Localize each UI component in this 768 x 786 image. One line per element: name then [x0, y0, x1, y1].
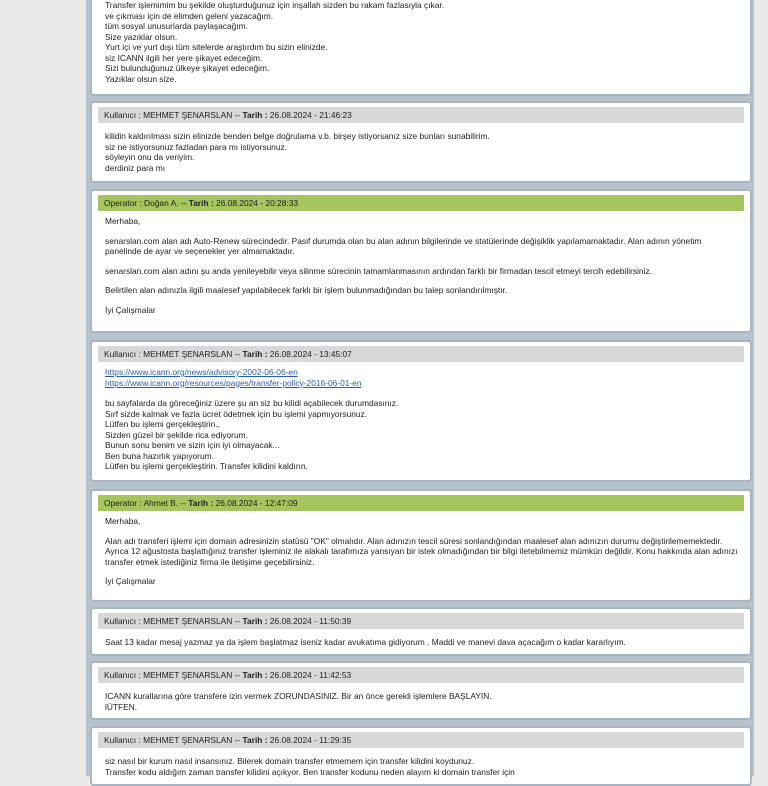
icann-advisory-link[interactable]: https://www.icann.org/news/advisory-2002-06-06-en	[105, 367, 298, 377]
message-paragraph: Merhaba,	[105, 216, 141, 226]
message-header	[98, 107, 744, 123]
message-line: Yazıklar olsun size.	[105, 73, 177, 84]
message-paragraph: senarslan.com alan adı Auto-Renew sürecindedir. Pasif durumda olan bu alan adının bilgilerinde ve statülerinde değişiklik yapılamamaktadır. Alan adının yönetim panelinde de ayar ve seçenekler yer almamaktadır.	[105, 235, 702, 256]
message-line: Sizden güzel bir şekilde rica ediyorum.	[105, 429, 248, 440]
message-line: derdiniz para mı	[105, 162, 166, 173]
message-header	[98, 346, 744, 362]
message-date: 26.08.2024 - 20:28:33	[216, 198, 299, 208]
message-body	[92, 0, 750, 90]
sender-name: Doğan A.	[144, 198, 179, 208]
message-body	[92, 362, 750, 478]
message-line: Sizi bulunduğunuz ülkeye şikayet edeceğim.	[105, 63, 270, 73]
message-line: siz ICANN ilgili her yere şikayet edeceğim.	[105, 52, 263, 63]
message-paragraph: Alan adı transferi işlemi için domain adresinizin statüsü "OK" olmalıdır. Alan adınızın tescil süresi sonlandığından maalesef alan adınızın durumu değiştirilememektedir. Ayrıca 12 ağustosta başlattığınız transfer işleminiz ile alakalı tarafımıza yansıyan bir istek olmadığından bir bilgi iletebilmemiz mümkün değildir. Konu hakkında alan adınızı transfer etmek istediğiniz firma ile iletişime geçebilirsiniz.	[105, 535, 738, 567]
separator: --	[234, 110, 241, 120]
message-line: siz ne istiyorsunuz fazladan para mı istiyorsunuz.	[105, 141, 288, 152]
message-date: 26.08.2024 - 13:45:07	[269, 349, 352, 359]
separator: --	[180, 198, 187, 208]
date-label: Tarih :	[188, 498, 214, 508]
message-card	[90, 340, 752, 482]
role-label: Kullanıcı :	[104, 735, 141, 745]
message-body	[92, 683, 750, 718]
message-line: ve çıkması için de elimden geleni yazacağım.	[105, 10, 274, 21]
message-card	[90, 0, 752, 96]
message-card	[90, 726, 752, 786]
message-line: kilidin kaldırılması sizin elinizde benden belge doğrulama v.b. birşey istiyorsanız size bunları sunabilirim.	[105, 131, 490, 141]
message-paragraph: senarslan.com alan adını şu anda yenileyebilir veya silinme sürecinin tamamlanmasının ardından farklı bir firmadan tescil etmeyi tercih edebilirsiniz.	[105, 265, 652, 276]
separator: --	[234, 616, 241, 626]
message-date: 26.08.2024 - 11:29:35	[269, 735, 352, 745]
separator: --	[180, 498, 186, 508]
role-label: Operator :	[104, 498, 142, 508]
message-card	[90, 489, 752, 602]
message-date: 26.08.2024 - 11:50:39	[269, 616, 352, 626]
message-line: ICANN kurallarına göre transfere izin vermek ZORUNDASINIZ. Bir an önce gerekli işlemlere BAŞLAYIN.	[105, 691, 492, 701]
role-label: Kullanıcı :	[104, 110, 141, 120]
date-label: Tarih :	[242, 670, 268, 680]
message-card	[90, 607, 752, 656]
message-paragraph: Merhaba,	[105, 516, 141, 526]
role-label: Operator :	[104, 198, 142, 208]
date-label: Tarih :	[188, 198, 214, 208]
message-line: Lütfen bu işlemi gerçekleştirin.,	[105, 419, 220, 429]
message-header	[98, 495, 744, 511]
message-body	[92, 211, 750, 330]
message-line: Yurt içi ve yurt dışı tüm sitelerde araştırdım bu sizin elinizde.	[105, 42, 328, 52]
message-line: Bunun sonu benim ve sizin için iyi olmayacak...	[105, 440, 280, 450]
message-date: 26.08.2024 - 11:42:53	[269, 670, 352, 680]
role-label: Kullanıcı :	[104, 349, 141, 359]
message-body	[92, 629, 750, 654]
sender-name: Ahmet B.	[143, 498, 179, 508]
message-paragraph: İyi Çalışmalar	[105, 576, 156, 586]
sender-name: MEHMET ŞENARSLAN	[143, 616, 233, 626]
message-card	[90, 101, 752, 183]
sender-name: MEHMET ŞENARSLAN	[143, 670, 233, 680]
message-date: 26.08.2024 - 12:47:09	[215, 498, 298, 508]
sender-name: MEHMET ŞENARSLAN	[143, 735, 233, 745]
message-line: Transfer kodu aldığım zaman transfer kilidini açıkyor. Ben transfer kodunu neden alayım ki domain transfer için	[105, 766, 515, 777]
separator: --	[234, 349, 241, 359]
message-line: Size yazıklar olsun.	[105, 31, 178, 42]
message-header	[98, 613, 744, 629]
message-card	[90, 661, 752, 720]
role-label: Kullanıcı :	[104, 616, 141, 626]
message-line: Sırf sizde kalmak ve fazla ücret ödetmek için bu işlemi yapmıyorsunuz.	[105, 408, 368, 419]
date-label: Tarih :	[242, 616, 268, 626]
role-label: Kullanıcı :	[104, 670, 141, 680]
message-line: Saat 13 kadar mesaj yazmaz ya da işlem başlatmaz iseniz kadar avukatıma gidiyorum . Maddi ve manevi dava açacağım o kadar kararlıyım.	[105, 637, 626, 647]
message-line: Lütfen bu işlemi gerçekleştirin. Transfer kilidini kaldırın.	[105, 461, 308, 471]
message-card	[90, 189, 752, 333]
separator: --	[234, 670, 241, 680]
message-line: bu sayfalarda da göreceğiniz üzere şu an siz bu kilidi açabilecek durumdasınız.	[105, 398, 399, 408]
message-line: Ben buna hazırlık yapıyorum.	[105, 450, 214, 461]
message-body	[92, 748, 750, 783]
message-body	[92, 123, 750, 179]
message-line: lÜTFEN.	[105, 701, 138, 712]
message-body	[92, 511, 750, 602]
message-header	[98, 195, 744, 211]
date-label: Tarih :	[242, 349, 268, 359]
separator: --	[234, 735, 241, 745]
date-label: Tarih :	[242, 110, 268, 120]
message-line: siz nasıl bir kurum nasıl insansınız. Bilerek domain transfer etmemem için transfer kilidini koydunuz.	[105, 756, 475, 766]
message-paragraph: Belirtilen alan adınızla ilgili maalesef yapılabilecek farklı bir işlem bulunmadığından bu talep sonlandırılmıştır.	[105, 285, 508, 295]
sender-name: MEHMET ŞENARSLAN	[143, 110, 233, 120]
message-paragraph: İyi Çalışmalar	[105, 304, 156, 315]
message-header	[98, 732, 744, 748]
message-line: tüm sosyal unusurlarda paylaşacağım.	[105, 21, 248, 31]
date-label: Tarih :	[242, 735, 268, 745]
message-line: söyleyin onu da veriyim.	[105, 152, 195, 162]
message-header	[98, 667, 744, 683]
message-date: 26.08.2024 - 21:46:23	[269, 110, 352, 120]
icann-transfer-policy-link[interactable]: https://www.icann.org/resources/pages/transfer-policy-2016-06-01-en	[105, 377, 362, 388]
message-line: Transfer işlemimim bu şekilde oluşturduğunuz için inşallah sizden bu rakam fazlasıyla çıkar.	[105, 0, 445, 10]
sender-name: MEHMET ŞENARSLAN	[143, 349, 233, 359]
